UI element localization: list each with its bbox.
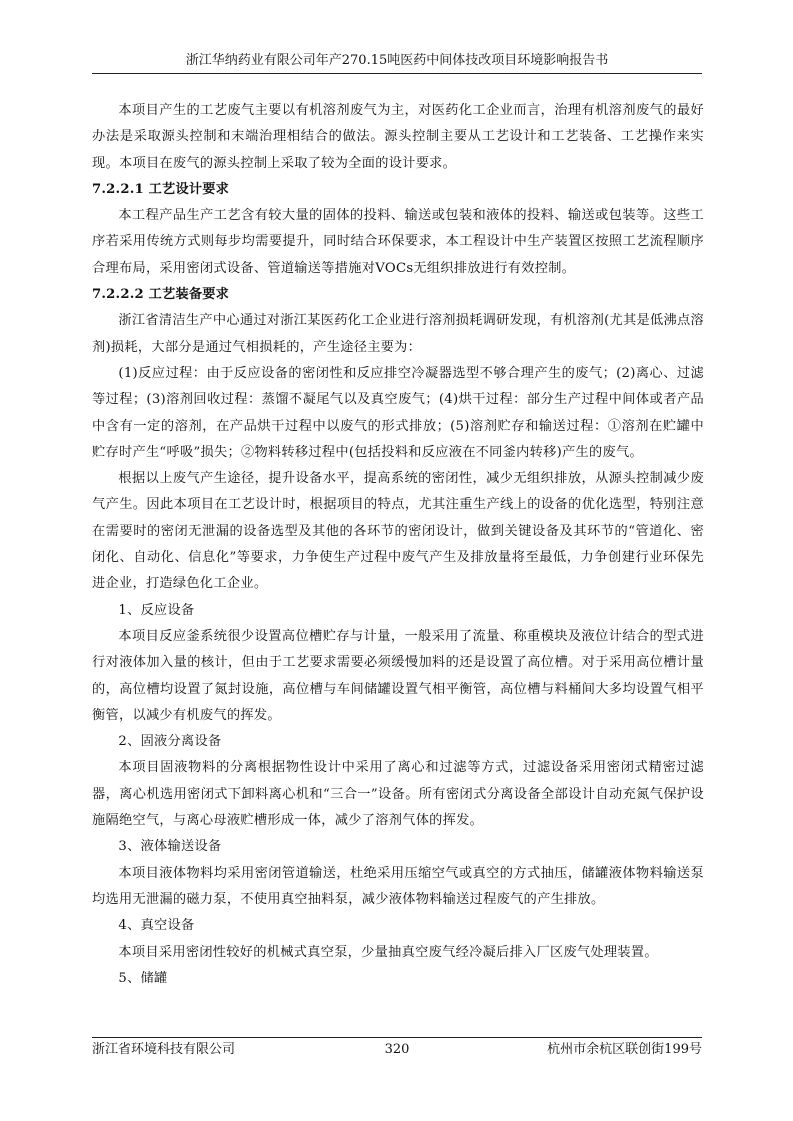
separation-paragraph: 本项目固液物料的分离根据物性设计中采用了离心和过滤等方式，过滤设备采用密闭式精密过滤器，离心机选用密闭式下卸料离心机和“三合一”设备。所有密闭式分离设备全部设计自动充氮气保护设施隔绝空气，与离心母液贮槽形成一体，减少了溶剂气体的挥发。 bbox=[92, 760, 704, 829]
reaction-equipment-paragraph: 本项目反应釜系统很少设置高位槽贮存与计量，一般采用了流量、称重模块及液位计结合的型式进行对液体加入量的核计，但由于工艺要求需要必须缓慢加料的还是设置了高位槽。对于采用高位槽计量的，高位槽均设置了氮封设施，高位槽与车间储罐设置气相平衡管，高位槽与料桶间大多均设置气相平衡管，以减少有机废气的挥发。 bbox=[92, 628, 704, 723]
solvent-loss-paragraph: 浙江省清洁生产中心通过对浙江某医药化工企业进行溶剂损耗调研发现，有机溶剂(尤其是低沸点溶剂)损耗，大部分是通过气相损耗的，产生途径主要为： bbox=[92, 313, 704, 355]
section-heading-process-equipment: 7.2.2.2 工艺装备要求 bbox=[92, 287, 229, 303]
footer-address: 杭州市余杭区联创街199号 bbox=[547, 1042, 702, 1057]
footer-divider bbox=[92, 1037, 702, 1038]
header-divider bbox=[92, 73, 702, 74]
subheading-liquid-transfer: 3、液体输送设备 bbox=[118, 839, 222, 855]
document-body bbox=[92, 98, 704, 992]
liquid-transfer-paragraph: 本项目液体物料均采用密闭管道输送，杜绝采用压缩空气或真空的方式抽压，储罐液体物料输送泵均选用无泄漏的磁力泵，不使用真空抽料泵，减少液体物料输送过程废气的产生排放。 bbox=[92, 865, 704, 907]
subheading-vacuum-equipment: 4、真空设备 bbox=[118, 918, 195, 934]
source-control-paragraph: 根据以上废气产生途径，提升设备水平，提高系统的密闭性，减少无组织排放，从源头控制减少废气产生。因此本项目在工艺设计时，根据项目的特点，尤其注重生产线上的设备的优化选型，特别注意在需要时的密闭无泄漏的设备选型及其他的各环节的密闭设计，做到关键设备及其环节的“管道化、密闭化、自动化、信息化”等要求，力争使生产过程中废气产生及排放量将至最低，力争创建行业环保先进企业，打造绿色化工企业。 bbox=[92, 471, 704, 592]
footer-company: 浙江省环境科技有限公司 bbox=[92, 1042, 236, 1057]
vacuum-equipment-paragraph: 本项目采用密闭性较好的机械式真空泵，少量抽真空废气经冷凝后排入厂区废气处理装置。 bbox=[118, 944, 658, 960]
intro-paragraph: 本项目产生的工艺废气主要以有机溶剂废气为主，对医药化工企业而言，治理有机溶剂废气的最好办法是采取源头控制和末端治理相结合的做法。源头控制主要从工艺设计和工艺装备、工艺操作来实现。本项目在废气的源头控制上采取了较为全面的设计要求。 bbox=[92, 103, 704, 171]
emission-sources-paragraph: (1)反应过程：由于反应设备的密闭性和反应排空冷凝器选型不够合理产生的废气；(2)离心、过滤等过程；(3)溶剂回收过程：蒸馏不凝尾气以及真空废气；(4)烘干过程：部分生产过程中间体或者产品中含有一定的溶剂，在产品烘干过程中以废气的形式排放；(5)溶剂贮存和输送过程：①溶剂在贮罐中贮存时产生“呼吸”损失；②物料转移过程中(包括投料和反应液在不同釜内转移)产生的废气。 bbox=[92, 365, 704, 460]
subheading-storage-tanks: 5、储罐 bbox=[118, 970, 168, 986]
subheading-solid-liquid-separation: 2、固液分离设备 bbox=[118, 734, 222, 750]
subheading-reaction-equipment: 1、反应设备 bbox=[118, 602, 195, 618]
section-heading-process-design: 7.2.2.1 工艺设计要求 bbox=[92, 181, 229, 197]
page-number: 320 bbox=[384, 1042, 410, 1057]
process-design-paragraph: 本工程产品生产工艺含有较大量的固体的投料、输送或包装和液体的投料、输送或包装等。这些工序若采用传统方式则每步均需要提升，同时结合环保要求，本工程设计中生产装置区按照工艺流程顺序合理布局，采用密闭式设备、管道输送等措施对VOCs无组织排放进行有效控制。 bbox=[92, 208, 704, 276]
page-header-title: 浙江华纳药业有限公司年产270.15吨医药中间体技改项目环境影响报告书 bbox=[185, 53, 609, 68]
